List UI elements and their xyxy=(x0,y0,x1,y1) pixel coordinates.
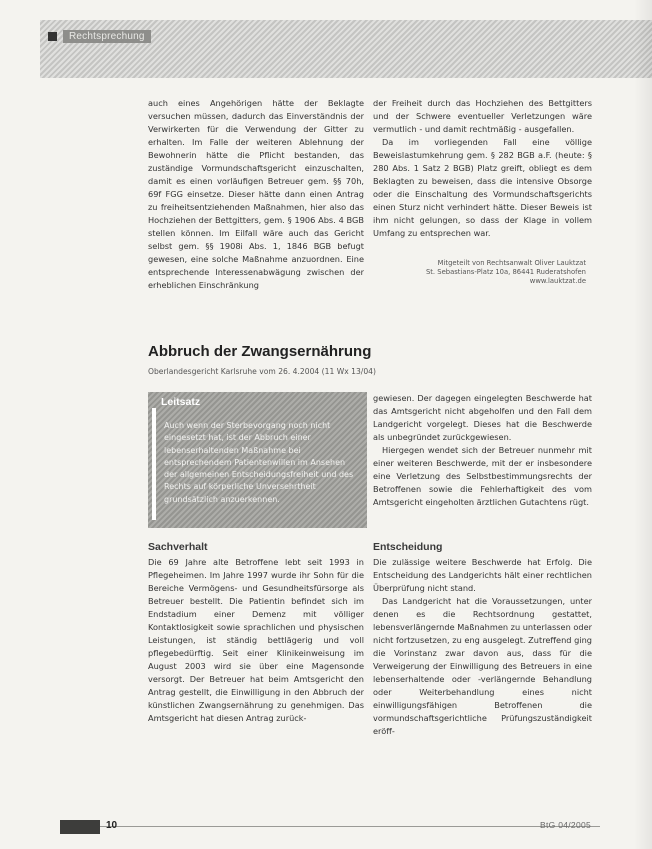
article-title: Abbruch der Zwangsernährung xyxy=(148,343,372,360)
paragraph: Die zulässige weitere Beschwerde hat Erfolg. Die Entscheidung des Landgerichts hält einer rechtlichen Überprüfung nicht stand. xyxy=(373,557,592,593)
paragraph: auch eines Angehörigen hätte der Beklagte versuchen müssen, dadurch das Einverständnis der Verwirkerten für die Verwendung der Gitter zu erhalten. Im Falle der weiteren Ablehnung der Bewohnerin hätte die Pflicht bestanden, das zuständige Vormundschaftsgericht einzuschalten, damit es einen vorläufigen Betreuer gem. §§ 70h, 69f FGG einsetze. Dieser hätte dann einen Antrag zu freiheitsentziehenden Maßnahmen, hier also das Hochziehen der Bettgitters, gem. § 1906 Abs. 4 BGB stellen können. Im Eilfall wäre auch das Gericht selbst gem. §§ 1908i Abs. 1, 1846 BGB befugt gewesen, eine solche Maßnahme anzuordnen. Eine entsprechende Interessenabwägung zwischen der erheblichen Einschränkung xyxy=(148,98,364,290)
leitsatz-heading: Leitsatz xyxy=(161,396,201,408)
leitsatz-accent-bar xyxy=(152,408,156,520)
paragraph: Hiergegen wendet sich der Betreuer nunmehr mit einer weiteren Beschwerde, mit der er insbesondere eine Verletzung des Selbstbestimmungsrechts der Betroffenen sowie die Fehlerhaftigkeit des vom Amtsgericht eingeholten ärztlichen Gutachtens rügt. xyxy=(373,445,592,507)
sachverhalt-heading: Sachverhalt xyxy=(148,541,208,553)
page-edge-shadow xyxy=(634,0,652,849)
top-left-column xyxy=(148,97,364,292)
paragraph: gewiesen. Der dagegen eingelegten Beschwerde hat das Amtsgericht nicht abgeholfen und den Fall dem Landgericht vorgelegt. Dieses hat die Beschwerde als unbegründet zurückgewiesen. xyxy=(373,393,592,442)
credit-line: Mitgeteilt von Rechtsanwalt Oliver Lauktzat xyxy=(437,259,586,267)
article-subtitle: Oberlandesgericht Karlsruhe vom 26. 4.2004 (11 Wx 13/04) xyxy=(148,367,376,376)
square-bullet-icon xyxy=(48,32,57,41)
leitsatz-text: Auch wenn der Sterbevorgang noch nicht eingesetzt hat, ist der Abbruch einer lebenserhaltenden Maßnahme bei entsprechendem Patientenwillen im Ansehen der allgemeinen Entscheidungsfreiheit und des Rechts auf körperliche Unversehrtheit grundsätzlich anzuerkennen. xyxy=(164,421,354,504)
author-credit xyxy=(392,259,586,286)
footer-bar xyxy=(60,820,100,834)
paragraph: Das Landgericht hat die Voraussetzungen, unter denen es die Rechtsordnung gestattet, lebensverlängernde Maßnahmen zu unterlassen oder nicht fortzusetzen, zu eng ausgelegt. Zutreffend ging die Vorinstanz zwar davon aus, dass für die Verweigerung der Einwilligung des Betreuers in eine lebenserhaltende oder -verlängernde Behandlung oder Weiterbehandlung eines nicht einwilligungsfähigen Betroffenen die vormundschaftsgerichtliche Prüfungszuständigkeit eröff- xyxy=(373,596,592,736)
section-label xyxy=(48,28,151,44)
paragraph: der Freiheit durch das Hochziehen des Bettgitters und der Schwere eventueller Verletzungen wäre vermutlich - und damit rechtmäßig - ausgefallen. xyxy=(373,98,592,134)
entscheidung-heading: Entscheidung xyxy=(373,541,443,553)
page-number: 10 xyxy=(106,820,118,831)
paragraph: Die 69 Jahre alte Betroffene lebt seit 1993 in Pflegeheimen. Im Jahre 1997 wurde ihr Sohn für die Bereiche Vermögens- und Gesundheitsfürsorge als Betreuer bestellt. Die Patientin befindet sich im Endstadium einer Demenz mit völliger Kontaktlosigkeit sowie sprachlichen und physischen Leistungen, ist ständig bettlägerig und voll pflegebedürftig. Seit einer Klinikeinweisung im August 2003 wird sie über eine Magensonde versorgt. Der Betreuer hat beim Amtsgericht den Antrag gestellt, die Einwilligung in den Abbruch der künstlichen Zwangsernährung zu genehmigen. Das Amtsgericht hat diesen Antrag zurück- xyxy=(148,557,364,723)
entscheidung-body xyxy=(373,556,592,738)
section-label-text: Rechtsprechung xyxy=(63,30,151,43)
right-upper-column xyxy=(373,392,592,509)
sachverhalt-body xyxy=(148,556,364,725)
issue-label: BtG 04/2005 xyxy=(540,820,592,830)
credit-line: www.lauktzat.de xyxy=(529,277,586,285)
top-right-column xyxy=(373,97,592,240)
paragraph: Da im vorliegenden Fall eine völlige Beweislastumkehrung gem. § 282 BGB a.F. (heute: § 280 Abs. 1 Satz 2 BGB) Platz greift, obliegt es dem Beklagten zu beweisen, dass die intensive Obsorge oder die Einschaltung des Vormundschaftsgerichts einen Sturz nicht verhindert hätte. Dieser Beweis ist ihm nicht gelungen, so dass der Klage in vollem Umfang zu entsprechen war. xyxy=(373,137,592,238)
footer-rule xyxy=(100,826,600,827)
credit-line: St. Sebastians-Platz 10a, 86441 Ruderatshofen xyxy=(425,268,586,276)
